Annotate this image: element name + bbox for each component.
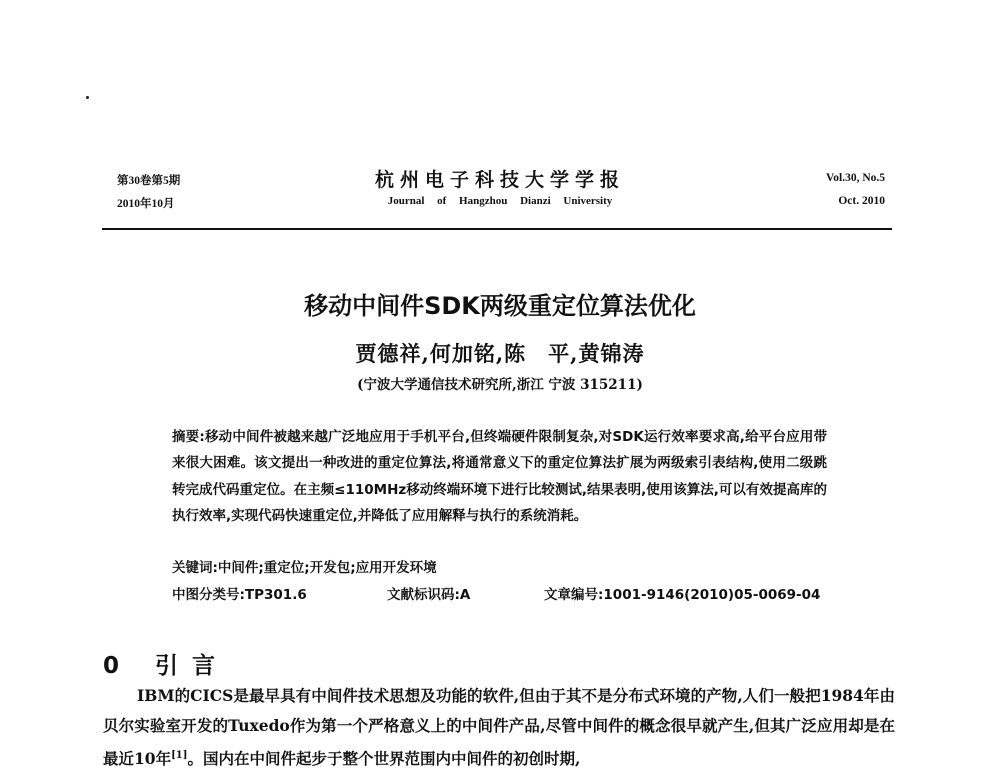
volume-issue-en: Vol.30, No.5 [826,172,885,184]
date-en: Oct. 2010 [838,195,885,207]
keywords [172,556,437,576]
keywords-label: 关键词: [172,560,218,576]
article-title: 移动中间件SDK两级重定位算法优化 [304,292,696,320]
clc-code [172,583,307,603]
intro-text-1: IBM的CICS是最早具有中间件技术思想及功能的软件,但由于其不是分布式环境的产物,人们一般把1984年由贝尔实验室开发的Tuxedo作为第一个严格意义上的中间件产品,尽管中间件的概念很早就产生,但其广泛应用却是在最近10年 [103,686,895,769]
scan-speck [86,96,89,99]
header-rule [102,228,892,230]
clc-label: 中图分类号: [172,587,245,603]
article-number [544,583,820,603]
intro-text-2: 。国内在中间件起步于整个世界范围内中间件的初创时期, [187,749,581,769]
section-number: 0 [103,653,134,679]
date-cn: 2010年10月 [117,198,175,210]
keywords-text: 中间件;重定位;开发包;应用开发环境 [217,560,437,576]
journal-title-en: Journal of Hangzhou Dianzi University [387,195,613,207]
abstract-text: 移动中间件被越来越广泛地应用于手机平台,但终端硬件限制复杂,对SDK运行效率要求高,给平台应用带来很大困难。该文提出一种改进的重定位算法,将通常意义下的重定位算法扩展为两级索引表结构,使用二级跳转完成代码重定位。在主频≤110MHz移动终端环境下进行比较测试,结果表明,使用该算法,可以有效提高库的执行效率,实现代码快速重定位,并降低了应用解释与执行的系统消耗。 [172,429,828,525]
intro-paragraph [103,681,895,774]
article-authors: 贾德祥,何加铭,陈 平,黄锦涛 [355,341,645,366]
article-no-label: 文章编号: [544,587,604,603]
doc-code-value: A [459,587,471,603]
section-heading [103,647,229,680]
abstract [172,424,827,530]
clc-value: TP301.6 [244,587,307,603]
document-code [387,583,470,603]
citation-ref[interactable]: [1] [171,750,188,761]
abstract-label: 摘要: [172,429,205,445]
section-title: 引言 [155,653,230,679]
article-affiliation: (宁波大学通信技术研究所,浙江 宁波 315211) [357,377,643,393]
journal-title-cn: 杭州电子科技大学学报 [374,169,625,191]
article-no-value: 1001-9146(2010)05-0069-04 [603,587,821,603]
doc-code-label: 文献标识码: [387,587,460,603]
volume-issue-cn: 第30卷第5期 [117,175,181,187]
